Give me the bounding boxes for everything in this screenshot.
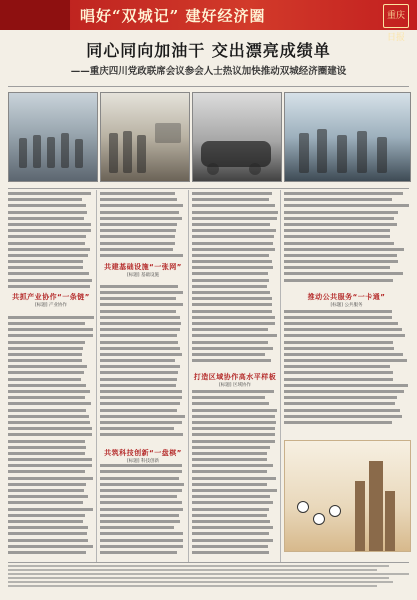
text-line bbox=[192, 458, 267, 461]
text-line bbox=[8, 526, 88, 529]
text-line bbox=[284, 254, 397, 257]
text-line bbox=[8, 427, 92, 430]
text-line bbox=[100, 526, 174, 529]
section-note: [标题] 基础设施 bbox=[127, 273, 159, 278]
text-line bbox=[100, 204, 183, 207]
text-line bbox=[8, 421, 90, 424]
text-line bbox=[192, 353, 265, 356]
text-line bbox=[100, 409, 177, 412]
text-line bbox=[192, 334, 277, 337]
text-line bbox=[100, 402, 180, 405]
text-line bbox=[100, 254, 183, 257]
text-line bbox=[8, 520, 83, 523]
text-line bbox=[100, 396, 182, 399]
text-line bbox=[100, 421, 182, 424]
text-line bbox=[100, 192, 175, 195]
text-line bbox=[192, 470, 267, 473]
text-line bbox=[284, 235, 390, 238]
text-line bbox=[8, 514, 85, 517]
text-line bbox=[192, 514, 267, 517]
text-line bbox=[192, 520, 270, 523]
text-line bbox=[284, 211, 398, 214]
text-line bbox=[8, 279, 92, 282]
text-line bbox=[8, 452, 85, 455]
text-line bbox=[8, 440, 85, 443]
text-line bbox=[8, 371, 84, 374]
text-line bbox=[192, 242, 273, 245]
text-line bbox=[100, 341, 178, 344]
text-line bbox=[100, 310, 176, 313]
text-line bbox=[8, 378, 81, 381]
section-note: [标题] 公共服务 bbox=[330, 303, 363, 308]
text-line bbox=[100, 495, 177, 498]
column-divider bbox=[280, 190, 281, 562]
text-line bbox=[100, 384, 176, 387]
section-note: [标题] 产业协作 bbox=[35, 303, 67, 308]
subheadline: ——重庆四川党政联席会议参会人士热议加快推动双城经济圈建设 bbox=[70, 66, 347, 77]
text-line bbox=[284, 223, 397, 226]
column-divider bbox=[188, 190, 189, 562]
text-line bbox=[192, 551, 269, 554]
text-line bbox=[284, 328, 402, 331]
text-line bbox=[192, 285, 267, 288]
text-line bbox=[192, 347, 273, 350]
text-line bbox=[8, 396, 85, 399]
text-line bbox=[192, 501, 273, 504]
banner-title: 唱好“双城记” 建好经济圈 bbox=[80, 7, 266, 25]
text-line bbox=[192, 297, 272, 300]
headline: 同心同向加油干 交出漂亮成绩单 bbox=[86, 41, 331, 60]
text-line bbox=[192, 440, 275, 443]
text-line bbox=[284, 192, 403, 195]
text-line bbox=[8, 248, 90, 251]
text-line bbox=[8, 384, 86, 387]
text-line bbox=[192, 328, 268, 331]
text-line bbox=[8, 532, 87, 535]
text-line bbox=[100, 545, 183, 548]
text-line bbox=[100, 378, 177, 381]
text-line bbox=[284, 198, 392, 201]
text-line bbox=[192, 402, 269, 405]
banner bbox=[0, 0, 417, 43]
text-line bbox=[284, 371, 393, 374]
divider bbox=[8, 188, 409, 189]
text-line bbox=[100, 477, 179, 480]
text-line bbox=[284, 322, 398, 325]
text-line bbox=[192, 192, 272, 195]
text-line bbox=[192, 545, 268, 548]
text-line bbox=[100, 316, 180, 319]
text-line bbox=[192, 433, 275, 436]
text-line bbox=[192, 279, 269, 282]
text-line bbox=[8, 285, 90, 288]
text-line bbox=[100, 297, 176, 300]
section-title-infrastructure: 共建基础设施“一张网” bbox=[104, 263, 182, 271]
text-line bbox=[8, 446, 86, 449]
text-line bbox=[192, 427, 275, 430]
photo-2 bbox=[100, 92, 190, 182]
text-line bbox=[192, 198, 269, 201]
text-line bbox=[192, 526, 273, 529]
text-line bbox=[8, 254, 88, 257]
text-line bbox=[8, 409, 86, 412]
text-line bbox=[100, 508, 183, 511]
text-line bbox=[192, 396, 265, 399]
text-line bbox=[100, 242, 175, 245]
text-line bbox=[192, 409, 277, 412]
section-title-public-service: 推动公共服务“一卡通” bbox=[307, 293, 386, 301]
text-line bbox=[8, 501, 83, 504]
text-line bbox=[100, 415, 185, 418]
text-line bbox=[284, 242, 394, 245]
text-line bbox=[192, 390, 274, 393]
text-line bbox=[8, 204, 86, 207]
text-line bbox=[100, 347, 180, 350]
text-line bbox=[284, 409, 400, 412]
text-line bbox=[192, 508, 269, 511]
text-line bbox=[8, 223, 91, 226]
banner-badge: 重庆日报 bbox=[383, 4, 409, 28]
text-line bbox=[192, 415, 275, 418]
text-line bbox=[100, 285, 178, 288]
text-line bbox=[192, 464, 273, 467]
section-note: [标题] 科技创新 bbox=[127, 459, 159, 464]
text-line bbox=[8, 433, 92, 436]
text-line bbox=[284, 365, 390, 368]
text-line bbox=[8, 266, 83, 269]
text-line bbox=[100, 520, 180, 523]
text-line bbox=[100, 217, 182, 220]
text-line bbox=[100, 229, 176, 232]
column-divider bbox=[96, 190, 97, 562]
text-line bbox=[8, 390, 90, 393]
text-line bbox=[8, 489, 84, 492]
text-line bbox=[192, 272, 268, 275]
text-line bbox=[100, 211, 179, 214]
text-line bbox=[8, 573, 409, 576]
text-line bbox=[192, 235, 274, 238]
text-line bbox=[100, 464, 182, 467]
text-line bbox=[8, 477, 93, 480]
text-line bbox=[8, 551, 86, 554]
text-line bbox=[8, 347, 83, 350]
text-line bbox=[8, 545, 93, 548]
text-line bbox=[284, 421, 392, 424]
text-line bbox=[8, 211, 87, 214]
text-line bbox=[192, 489, 277, 492]
text-line bbox=[192, 316, 275, 319]
text-line bbox=[100, 433, 183, 436]
text-line bbox=[192, 483, 267, 486]
text-line bbox=[8, 402, 91, 405]
text-line bbox=[8, 464, 92, 467]
text-line bbox=[8, 198, 82, 201]
photo-4 bbox=[284, 92, 411, 182]
text-line bbox=[284, 359, 407, 362]
text-column-4 bbox=[284, 192, 409, 432]
text-line bbox=[100, 235, 175, 238]
text-column-2 bbox=[100, 192, 186, 562]
text-line bbox=[192, 229, 276, 232]
text-line bbox=[8, 235, 86, 238]
text-line bbox=[192, 539, 273, 542]
text-line bbox=[100, 303, 183, 306]
text-line bbox=[100, 551, 177, 554]
text-line bbox=[192, 359, 271, 362]
text-line bbox=[100, 353, 182, 356]
text-line bbox=[8, 359, 82, 362]
illustration bbox=[284, 440, 411, 552]
text-line bbox=[192, 310, 272, 313]
text-line bbox=[100, 365, 180, 368]
text-line bbox=[8, 242, 85, 245]
text-line bbox=[192, 217, 277, 220]
text-line bbox=[284, 390, 404, 393]
text-line bbox=[284, 248, 404, 251]
section-title-region: 打造区域协作高水平样板 bbox=[193, 373, 277, 381]
text-line bbox=[192, 260, 272, 263]
text-line bbox=[192, 421, 276, 424]
text-line bbox=[192, 204, 275, 207]
text-line bbox=[284, 316, 392, 319]
text-line bbox=[284, 260, 398, 263]
text-line bbox=[284, 266, 390, 269]
text-line bbox=[8, 581, 393, 584]
text-line bbox=[192, 266, 273, 269]
text-line bbox=[8, 260, 83, 263]
text-line bbox=[100, 489, 182, 492]
text-line bbox=[8, 334, 93, 337]
section-note: [标题] 区域协作 bbox=[219, 383, 251, 388]
text-line bbox=[284, 378, 393, 381]
text-line bbox=[284, 396, 397, 399]
text-line bbox=[284, 217, 394, 220]
text-line bbox=[8, 229, 91, 232]
text-line bbox=[192, 452, 267, 455]
text-line bbox=[100, 483, 184, 486]
text-line bbox=[8, 316, 94, 319]
text-line bbox=[192, 248, 275, 251]
text-line bbox=[100, 532, 183, 535]
text-line bbox=[284, 402, 395, 405]
text-line bbox=[100, 501, 182, 504]
text-line bbox=[284, 353, 403, 356]
text-line bbox=[8, 328, 93, 331]
text-line bbox=[8, 585, 377, 588]
banner-bar bbox=[0, 0, 70, 30]
section-title-industry: 共抓产业协作“一条链” bbox=[12, 293, 90, 301]
bottom-strip bbox=[8, 562, 409, 591]
section-title-innovation: 共筑科技创新“一盘棋” bbox=[104, 449, 182, 457]
text-line bbox=[8, 577, 389, 580]
text-line bbox=[100, 198, 177, 201]
text-line bbox=[192, 223, 270, 226]
text-line bbox=[284, 229, 390, 232]
text-line bbox=[192, 291, 270, 294]
text-line bbox=[192, 495, 270, 498]
text-line bbox=[8, 365, 87, 368]
text-line bbox=[100, 470, 182, 473]
text-line bbox=[100, 514, 179, 517]
text-line bbox=[8, 565, 389, 568]
text-line bbox=[192, 341, 268, 344]
photo-3 bbox=[192, 92, 282, 182]
text-line bbox=[8, 470, 85, 473]
text-line bbox=[284, 347, 394, 350]
text-line bbox=[284, 279, 393, 282]
text-line bbox=[8, 341, 85, 344]
text-line bbox=[8, 217, 84, 220]
text-line bbox=[8, 353, 82, 356]
text-line bbox=[8, 415, 89, 418]
text-line bbox=[100, 427, 174, 430]
text-line bbox=[284, 384, 408, 387]
text-line bbox=[100, 371, 178, 374]
photo-1 bbox=[8, 92, 98, 182]
text-column-1 bbox=[8, 192, 94, 562]
text-line bbox=[100, 539, 183, 542]
text-line bbox=[8, 192, 91, 195]
text-line bbox=[100, 322, 181, 325]
text-line bbox=[100, 291, 183, 294]
text-line bbox=[100, 223, 177, 226]
text-line bbox=[8, 322, 85, 325]
text-line bbox=[284, 415, 402, 418]
text-line bbox=[192, 532, 269, 535]
text-line bbox=[100, 328, 180, 331]
text-line bbox=[8, 539, 88, 542]
text-line bbox=[192, 254, 269, 257]
text-line bbox=[100, 359, 175, 362]
text-line bbox=[100, 334, 177, 337]
text-line bbox=[192, 211, 278, 214]
text-line bbox=[100, 390, 182, 393]
text-line bbox=[284, 204, 409, 207]
text-line bbox=[8, 483, 86, 486]
text-line bbox=[8, 495, 88, 498]
divider bbox=[8, 86, 409, 87]
text-line bbox=[192, 322, 275, 325]
text-line bbox=[8, 569, 377, 572]
text-line bbox=[100, 248, 173, 251]
text-line bbox=[8, 458, 92, 461]
text-line bbox=[284, 310, 392, 313]
text-line bbox=[8, 272, 89, 275]
text-line bbox=[284, 341, 393, 344]
text-line bbox=[284, 272, 403, 275]
text-line bbox=[284, 334, 405, 337]
text-line bbox=[192, 477, 276, 480]
text-line bbox=[8, 508, 93, 511]
text-line bbox=[192, 303, 272, 306]
text-line bbox=[192, 446, 270, 449]
